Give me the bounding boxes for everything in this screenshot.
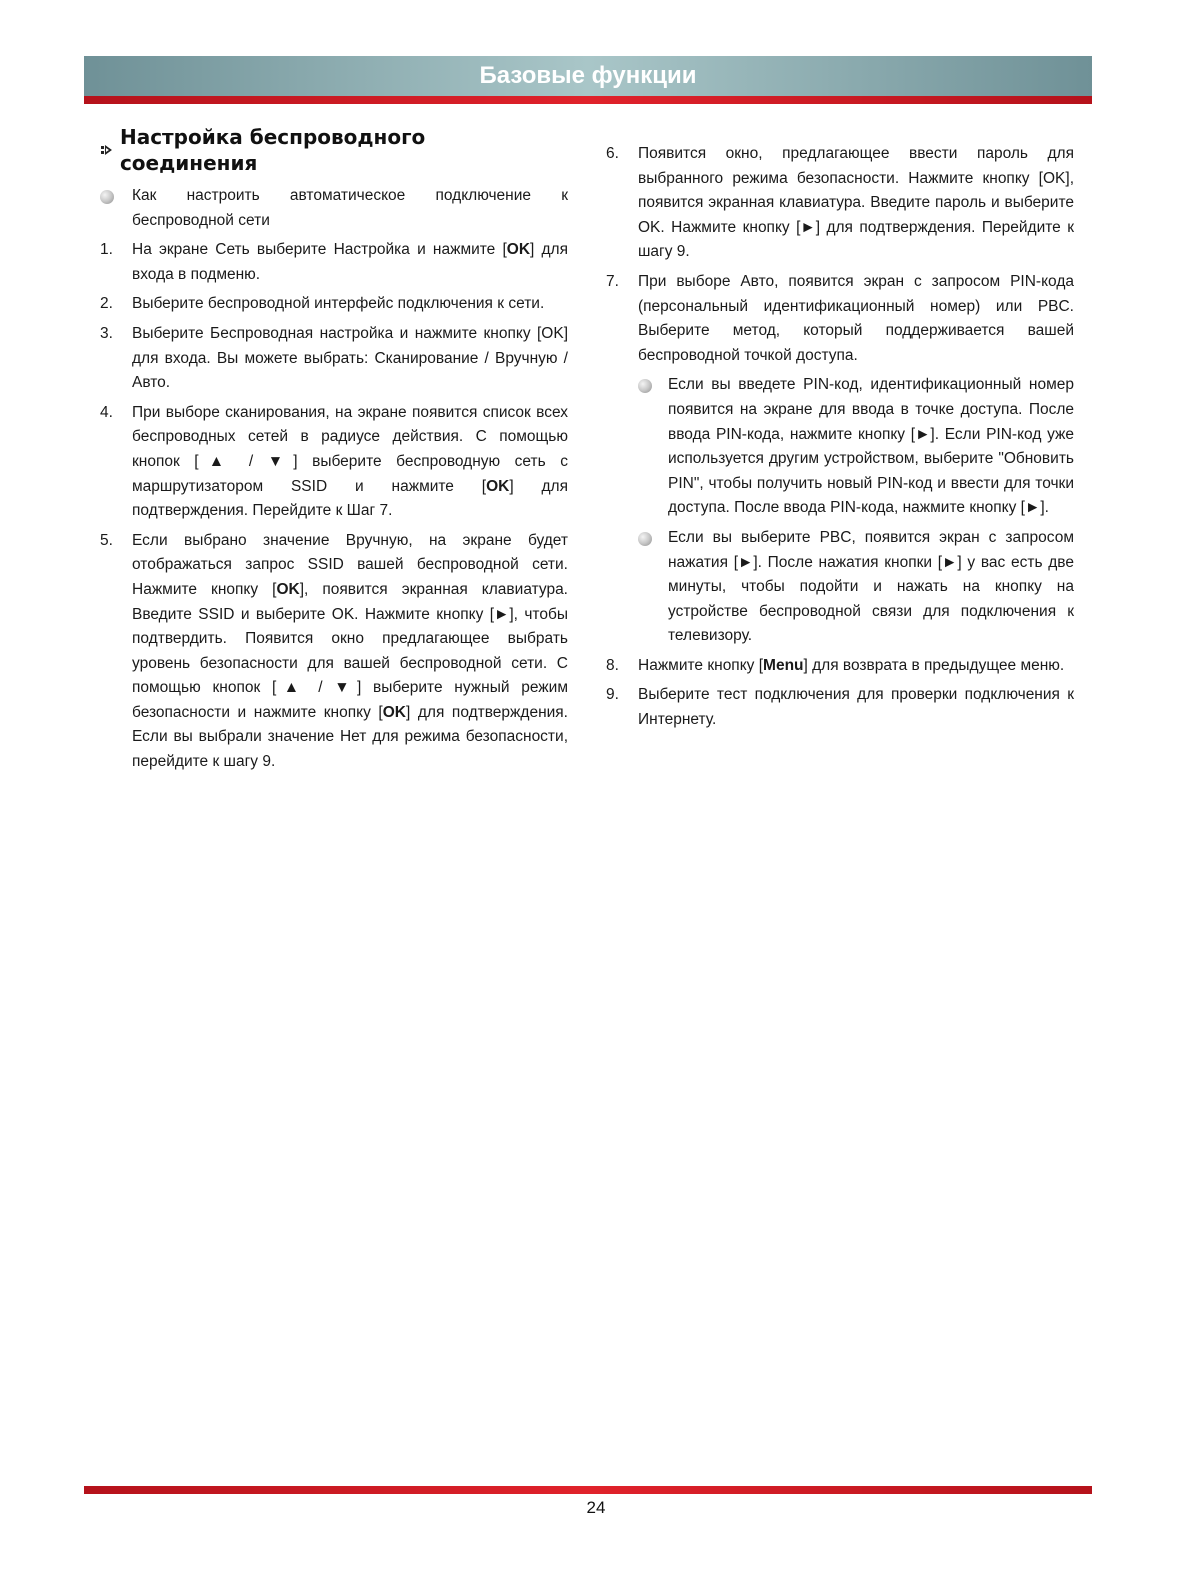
list-item bbox=[606, 683, 1074, 732]
list-item-number: 9. bbox=[606, 686, 619, 704]
list-item-text: При выборе Авто, появится экран с запросом PIN-кода (персональный идентификационный номер) или PBC. Выберите метод, который поддерживается вашей беспроводной точкой доступа. bbox=[638, 272, 1074, 364]
section-arrow-icon bbox=[100, 143, 114, 157]
list-item bbox=[606, 654, 1074, 679]
right-column bbox=[606, 142, 1074, 738]
section-heading bbox=[100, 124, 568, 176]
list-item bbox=[100, 322, 568, 396]
section-title: Настройка беспроводного соединения bbox=[119, 125, 426, 175]
sub-list-item bbox=[606, 373, 1074, 521]
list-item-number: 5. bbox=[100, 531, 113, 549]
footer-divider bbox=[84, 1486, 1092, 1494]
list-item-text: Выберите Беспроводная настройка и нажмите кнопку [OK] для входа. Вы можете выбрать: Сканирование / Вручную / Авто. bbox=[132, 324, 568, 392]
sub-list-item-text: Если вы выберите PBC, появится экран с запросом нажатия [►]. После нажатия кнопки [►] у вас есть две минуты, чтобы подойти и нажать на кнопку на устройстве беспроводной связи для подключения к телевизору. bbox=[668, 528, 1074, 645]
list-item-text: Появится окно, предлагающее ввести пароль для выбранного режима безопасности. Нажмите кнопку [OK], появится экранная клавиатура. Введите пароль и выберите OK. Нажмите кнопку [►] для подтверждения. Перейдите к шагу 9. bbox=[638, 145, 1074, 261]
sub-list-item-text: Если вы введете PIN-код, идентификационный номер появится на экране для ввода в точке доступа. После ввода PIN-кода, нажмите кнопку [►]. Если PIN-код уже используется другим устройством, выберите "Обновить PIN", чтобы получить новый PIN-код и ввести для точки доступа. После ввода PIN-кода, нажмите кнопку [►]. bbox=[668, 376, 1074, 517]
list-item bbox=[100, 529, 568, 775]
list-item-text: Если выбрано значение Вручную, на экране будет отображаться запрос SSID вашей беспроводной сети. Нажмите кнопку [OK], появится экранная клавиатура. Введите SSID и выберите OK. Нажмите кнопку [►], чтобы подтвердить. Появится окно предлагающее выбрать уровень безопасности для вашей беспроводной сети. С помощью кнопок [▲ / ▼] выберите нужный режим безопасности и нажмите кнопку [OK] для подтверждения. Если вы выбрали значение Нет для режима безопасности, перейдите к шагу 9. bbox=[132, 531, 568, 771]
header-bar bbox=[84, 56, 1092, 96]
list-item-text: Выберите беспроводной интерфейс подключения к сети. bbox=[132, 295, 545, 313]
list-item bbox=[606, 142, 1074, 265]
intro-item bbox=[100, 184, 568, 233]
bullet-icon bbox=[638, 532, 652, 546]
header-divider bbox=[84, 96, 1092, 104]
list-item bbox=[100, 292, 568, 317]
list-item-number: 6. bbox=[606, 145, 619, 162]
list-item-text: Нажмите кнопку [Menu] для возврата в предыдущее меню. bbox=[638, 656, 1065, 674]
list-item-number: 8. bbox=[606, 656, 619, 674]
list-item-text: На экране Сеть выберите Настройка и нажмите [OK] для входа в подменю. bbox=[132, 241, 568, 283]
left-column bbox=[100, 124, 568, 780]
bullet-icon bbox=[638, 379, 652, 393]
list-item-number: 3. bbox=[100, 324, 113, 342]
bullet-icon bbox=[100, 190, 114, 204]
list-item-number: 2. bbox=[100, 295, 113, 313]
page-number: 24 bbox=[586, 1498, 606, 1517]
sub-list-item bbox=[606, 526, 1074, 649]
list-item bbox=[100, 238, 568, 287]
intro-text: Как настроить автоматическое подключение к беспроводной сети bbox=[132, 187, 568, 229]
list-item-number: 1. bbox=[100, 241, 113, 259]
list-item-number: 4. bbox=[100, 403, 113, 421]
list-item bbox=[100, 401, 568, 524]
header-title: Базовые функции bbox=[479, 62, 697, 89]
list-item-text: При выборе сканирования, на экране появится список всех беспроводных сетей в радиусе действия. С помощью кнопок [▲ / ▼] выберите беспроводную сеть с маршрутизатором SSID и нажмите [OK] для подтверждения. Перейдите к Шаг 7. bbox=[132, 403, 568, 520]
list-item bbox=[606, 270, 1074, 368]
list-item-number: 7. bbox=[606, 272, 619, 290]
list-item-text: Выберите тест подключения для проверки подключения к Интернету. bbox=[638, 686, 1074, 729]
